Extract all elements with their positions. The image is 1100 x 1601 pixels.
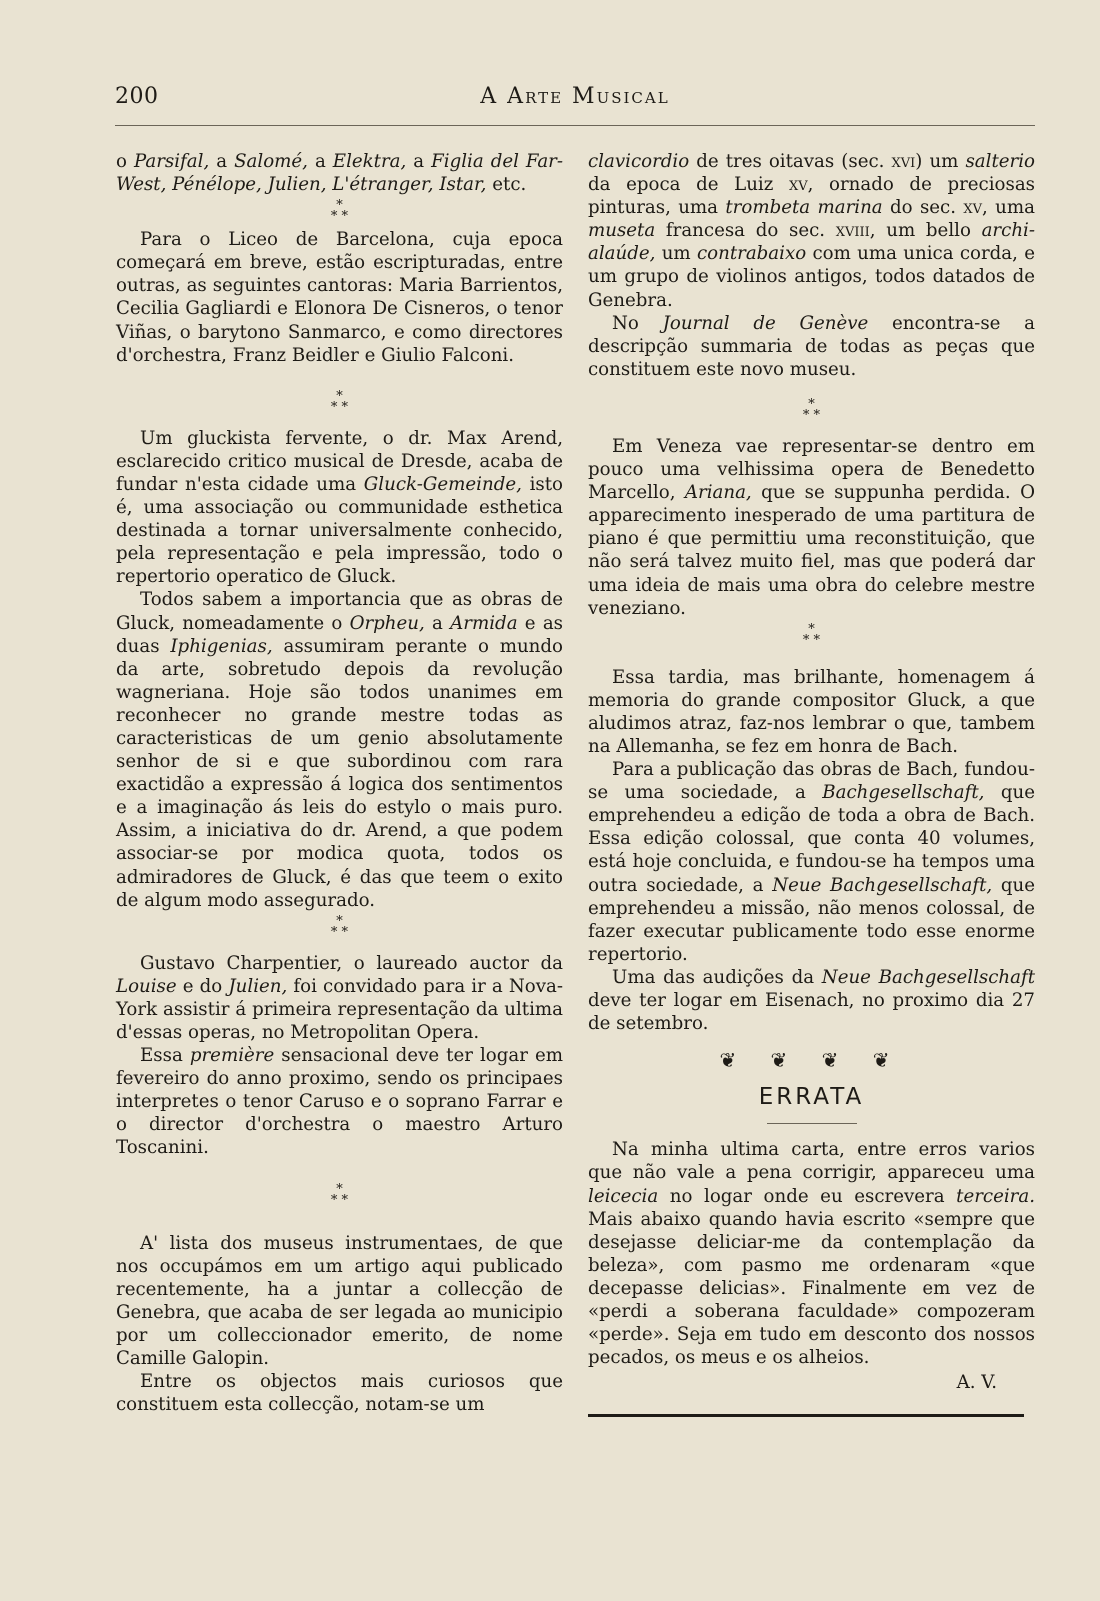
end-rule xyxy=(588,1414,1024,1417)
section-separator: * * * xyxy=(330,388,349,415)
section-separator: * * * xyxy=(330,198,349,225)
signature: A. V. xyxy=(956,1372,997,1394)
section-separator: * * * xyxy=(802,396,821,423)
museum-paragraph: A' lista dos museus instrumentaes, de que nos occupámos em um artigo aqui publicado recentemente, ha a juntar a collecção de Genebra, que acaba de ser legada ao municipio por um colleccionador emerito, de nome Camille Galopin. xyxy=(116,1232,563,1370)
journal-geneve-paragraph: No Journal de Genève encontra-se a descripção summaria de todas as peças que constituem este novo museu. xyxy=(588,312,1035,380)
errata-rule xyxy=(767,1123,857,1124)
page-number: 200 xyxy=(115,84,159,109)
opera-list-paragraph: o Parsifal, a Salomé, a Elektra, a Figlia del Far-West, Pénélope, Julien, L'étranger, Istar, etc. xyxy=(116,151,563,196)
eisenach-paragraph: Uma das audições da Neue Bachgesellschaft deve ter logar em Eisenach, no proximo dia 27 de setembro. xyxy=(588,966,1035,1035)
running-title: A Arte Musical xyxy=(480,84,670,109)
errata-paragraph: Na minha ultima carta, entre erros varios que não vale a pena corrigir, appareceu uma leicecia no logar onde eu escrevera terceira. Mais abaixo quando havia escrito «sempre que desejasse deliciar-me da contemplação da beleza», com pasmo me ordenaram «que decepasse delicias». Finalmente em vez de «perdi a soberana faculdade» compozeram «perde». Seja em tudo em desconto dos nossos pecados, os meus e os alheios. xyxy=(588,1139,1035,1369)
section-separator: * * * xyxy=(802,621,821,648)
instruments-paragraph: clavicordio de tres oitavas (sec. xvi) um salterio da epoca de Luiz xv, ornado de preciosas pinturas, uma trombeta marina do sec. xv, uma museta francesa do sec. xviii, um bello archi-alaúde, um contrabaixo com uma unica corda, e um grupo de violinos antigos, todos datados de Genebra. xyxy=(588,151,1036,311)
section-separator: * * * xyxy=(330,1181,349,1208)
barcelona-paragraph: Para o Liceo de Barcelona, cuja epoca começará em breve, estão escripturadas, entre outras, as seguintes cantoras: Maria Barrientos, Cecilia Gagliardi e Elonora De Cisneros, o tenor Viñas, o barytono Sanmarco, e como directores d'orchestra, Franz Beidler e Giulio Falconi. xyxy=(116,229,563,366)
charpentier-paragraph: Gustavo Charpentier, o laureado auctor da Louise e do Julien, foi convidado para ir a Nova-York assistir á primeira representação da ultima d'essas operas, no Metropolitan Opera. xyxy=(116,952,564,1043)
premiere-paragraph: Essa première sensacional deve ter logar em fevereiro do anno proximo, sendo os principaes interpretes o tenor Caruso e o soprano Farrar e o director d'orchestra o maestro Arturo Toscanini. xyxy=(116,1045,563,1159)
page-header xyxy=(115,84,1035,118)
gluck-gemeinde-paragraph: Um gluckista fervente, o dr. Max Arend, esclarecido critico musical de Dresde, acaba de fundar n'esta cidade uma Gluck-Gemeinde, isto é, uma associação ou communidade esthetica destinada a tornar universalmente conhecido, pela representação e pela impressão, todo o repertorio operatico de Gluck. xyxy=(116,427,563,588)
collection-paragraph: Entre os objectos mais curiosos que constituem esta collecção, notam-se um xyxy=(116,1371,563,1416)
right-column xyxy=(588,150,1035,1417)
fleuron-ornaments: ❦ ❦ ❦ ❦ xyxy=(719,1048,904,1073)
bachgesellschaft-paragraph: Para a publicação das obras de Bach, fundou-se uma sociedade, a Bachgesellschaft, que emprehendeu a edição de toda a obra de Bach. Essa edição colossal, que conta 40 volumes, está hoje concluida, e fundou-se ha tempos uma outra sociedade, a Neue Bachgesellschaft, que emprehendeu a missão, não menos colossal, de fazer executar publicamente todo esse enorme repertorio. xyxy=(588,759,1036,965)
section-separator: * * * xyxy=(330,913,349,940)
left-column xyxy=(116,150,563,1416)
bach-homage-paragraph: Essa tardia, mas brilhante, homenagem á memoria do grande compositor Gluck, a que aludimos atraz, faz-nos lembrar o que, tambem na Allemanha, se fez em honra de Bach. xyxy=(588,666,1035,757)
veneza-paragraph: Em Veneza vae representar-se dentro em pouco uma velhissima opera de Benedetto Marcello, Ariana, que se suppunha perdida. O apparecimento inesperado de uma partitura de piano é que permittiu uma reconstituição, que não será talvez muito fiel, mas que poderá dar uma ideia de mais uma obra do celebre mestre veneziano. xyxy=(588,435,1035,619)
errata-heading: ERRATA xyxy=(758,1084,865,1111)
gluck-works-paragraph: Todos sabem a importancia que as obras de Gluck, nomeadamente o Orpheu, a Armida e as duas Iphigenias, assumiram perante o mundo da arte, sobretudo depois da revolução wagneriana. Hoje são todos unanimes em reconhecer no grande mestre todas as caracteristicas de um genio absolutamente senhor de si e que subordinou com rara exactidão a expressão á logica dos sentimentos e a imaginação ás leis do estylo o mais puro. Assim, a iniciativa do dr. Arend, a que podem associar-se por modica quota, todos os admiradores de Gluck, é das que teem o exito de algum modo assegurado. xyxy=(116,589,563,911)
header-rule xyxy=(115,125,1035,126)
